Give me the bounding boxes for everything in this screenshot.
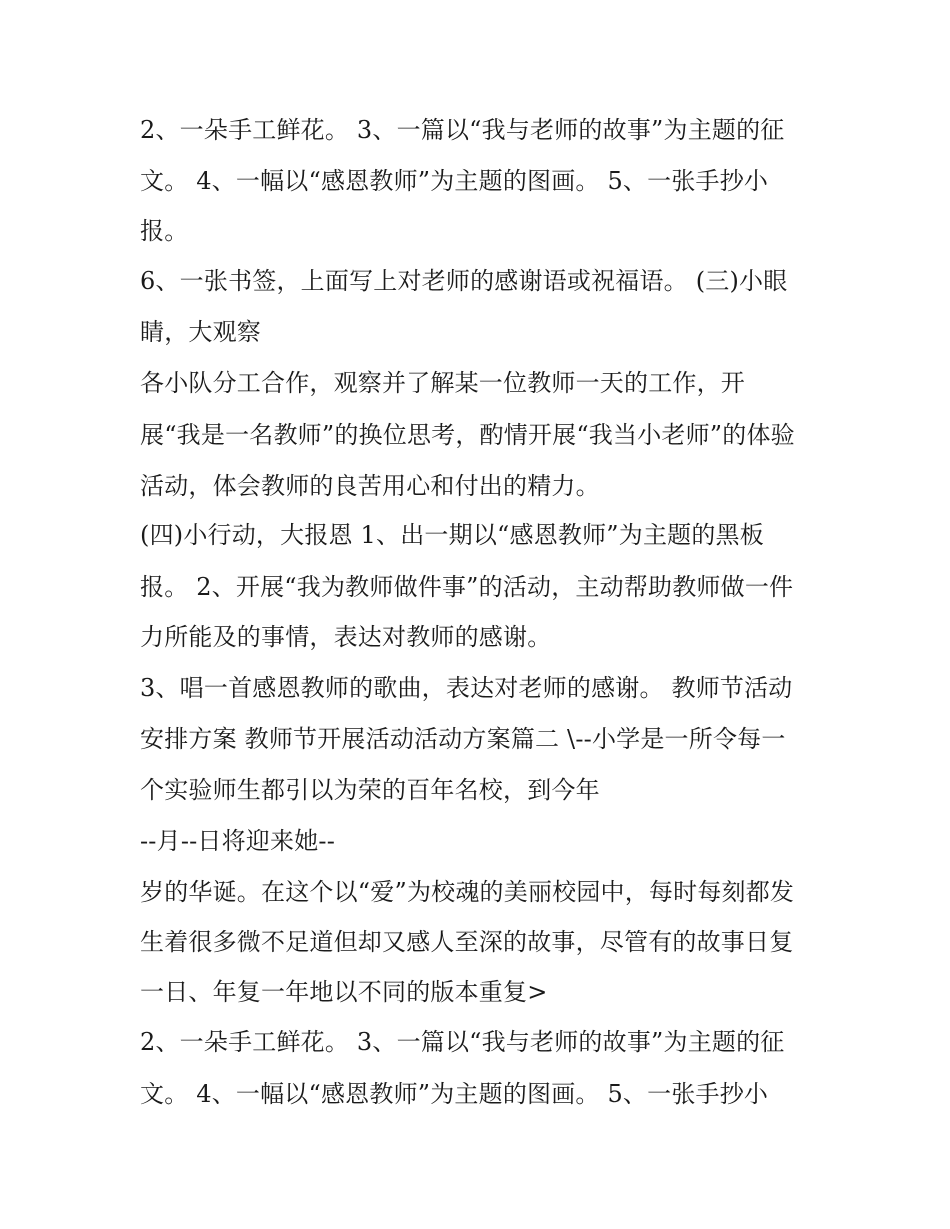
text-line: 6、一张书签，上面写上对老师的感谢语或祝福语。 (三)小眼 (140, 267, 788, 295)
text-line: 睛，大观察 (140, 318, 261, 346)
text-line: 活动，体会教师的良苦用心和付出的精力。 (140, 472, 600, 500)
text-line: 各小队分工合作，观察并了解某一位教师一天的工作，开 (140, 369, 745, 397)
text-line: 展“我是一名教师”的换位思考，酌情开展“我当小老师”的体验 (140, 421, 795, 449)
text-line: 力所能及的事情，表达对教师的感谢。 (140, 623, 552, 651)
text-line: 个实验师生都引以为荣的百年名校，到今年 (140, 776, 600, 804)
text-line: 文。 4、一幅以“感恩教师”为主题的图画。 5、一张手抄小 (140, 167, 769, 195)
text-line: 报。 2、开展“我为教师做件事”的活动，主动帮助教师做一件 (140, 573, 794, 601)
text-line: 3、唱一首感恩教师的歌曲，表达对老师的感谢。 教师节活动 (140, 674, 793, 702)
text-line: 安排方案 教师节开展活动活动方案篇二 \--小学是一所令每一 (140, 725, 786, 753)
text-line: 岁的华诞。在这个以“爱”为校魂的美丽校园中，每时每刻都发 (140, 878, 795, 906)
text-line: 报。 (140, 217, 189, 245)
text-line: 生着很多微不足道但却又感人至深的故事，尽管有的故事日复 (140, 928, 794, 956)
text-line: 一日、年复一年地以不同的版本重复> (140, 978, 548, 1006)
text-line: 2、一朵手工鲜花。 3、一篇以“我与老师的故事”为主题的征 (140, 1028, 785, 1056)
text-line: (四)小行动，大报恩 1、出一期以“感恩教师”为主题的黑板 (140, 521, 764, 549)
text-line: 文。 4、一幅以“感恩教师”为主题的图画。 5、一张手抄小 (140, 1080, 769, 1108)
text-line: 2、一朵手工鲜花。 3、一篇以“我与老师的故事”为主题的征 (140, 116, 785, 144)
text-line: --月--日将迎来她-- (140, 827, 336, 855)
